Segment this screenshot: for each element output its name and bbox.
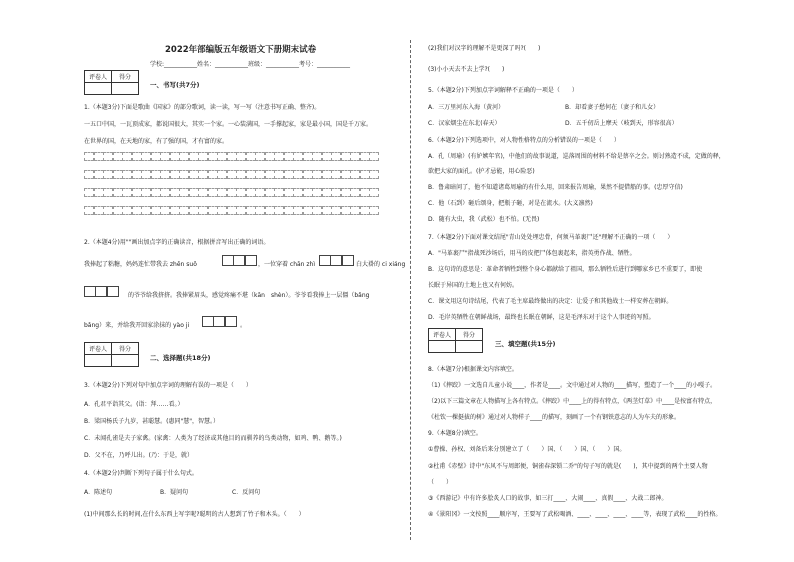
question-text: 1.（本题3分)下面是歌曲《国家》的部分歌词，读一读，写一写（注意书写正确、整齐)。: [84, 104, 321, 111]
option-text: B．却看妻子愁何在（妻子和儿女）: [565, 104, 660, 111]
question-text: 我捧起了粘糖，妈妈连忙带我去 zhēn suō: [84, 261, 197, 268]
question-text: 的爷爷给我挤挤。我捧紧眉头，感觉疼痛不堪（kān shèn）。爷爷看我捧上一层僵（bǎng: [128, 292, 370, 299]
writing-grid-row[interactable]: [84, 206, 379, 215]
question-text: (1)中间那么长的时间,在什么东西上写字呢?聪明的古人想到了竹子和木头。（ ）: [84, 511, 305, 518]
option-text: B．鲁肃暗问了，他不知道诸葛周瑜的有什么用，回来报告周瑜，果然不提借船的事。(忠厚守信): [428, 184, 683, 191]
question-text: 4.（本题2分)判断下列句子属于什么句式。: [84, 470, 198, 477]
question-text: (2)我们对汉字的理解不是更深了吗?( ): [428, 45, 541, 52]
question-text: 8.（本题7分)根据课文内容填空。: [428, 366, 518, 373]
option-text: A．"马革裹尸"指战死沙场后，用马的皮把尸体包裹起来，指英勇作战、牺牲。: [428, 250, 636, 257]
question-text: 。: [240, 322, 247, 329]
option-text: B．梁国杨氏子九岁，甚聪慧。(惠同"慧"，智慧。）: [84, 418, 219, 425]
question-text: 3.（本题2分)下列对句中加点字词的理解有误的一项是（ ）: [84, 382, 252, 389]
option-text: C．反问句: [232, 489, 261, 496]
score-label: 评卷人: [429, 329, 456, 341]
score-cell[interactable]: [456, 341, 483, 353]
option-text: C．汉家烟尘在东北(春天）: [428, 120, 501, 127]
question-text: ，一位穿着 chān zhì: [258, 261, 316, 268]
option-text: C．课文用这句诗结尾，代表了毛主席最终做出的决定：让爱子和其他战士一样安葬在朝鲜。: [428, 298, 673, 305]
writing-grid-row[interactable]: [84, 152, 379, 161]
score-cell[interactable]: [112, 355, 139, 367]
option-text: B．这句诗的意思是：革命者牺牲到整个身心都献给了祖国，那么牺牲后进行到哪家乡已不重要了，即使: [428, 266, 703, 273]
section-heading: 二、选择题(共18分): [150, 354, 211, 362]
pinyin-box[interactable]: [319, 255, 353, 266]
question-text: ④《景阳冈》一文按照____顺序写，王要写了武松喝酒、____、____、____、____等，表现了武松____的性格。: [428, 511, 722, 518]
score-box-2: [84, 342, 139, 367]
score-box-3: [428, 328, 483, 353]
section-heading: 三、填空题(共15分): [495, 340, 556, 348]
question-text: （ ）: [428, 479, 453, 486]
score-label: 得分: [112, 71, 139, 83]
option-text: 欲把大家的面孔。(护才忌能，用心险恶): [428, 168, 535, 175]
writing-grid-row[interactable]: [84, 188, 379, 197]
pinyin-box[interactable]: [202, 316, 236, 327]
question-text: 白大褂的 ci xiáng: [356, 261, 406, 268]
option-text: C．他（石到）砸后颂身，把瓶子砸，对是在流水。(大义凛然): [428, 200, 593, 207]
option-text: C．未闻孔雀是夫子家禽。(家禽：人类为了经济或其他目的而驯养的鸟类动物，如鸡、鸭、鹅等。): [84, 435, 342, 442]
question-text: (3)小小天去不去上学?( ): [428, 66, 505, 73]
option-text: D．五千仞岳上摩天（岐到天，形容很高）: [565, 120, 678, 127]
option-text: A．孔（周瑜）(有妒嫉年官)，中他们的故事说道，巡落周围的材料不给是蔡卒之会。则讨熟造不成，定做的释，: [428, 153, 725, 160]
question-text: ②杜甫《赤壁》诗中"东风不与周郎便，铜雀春深锁二乔"的句子写的就是( )，其中提到的两个主要人物: [428, 463, 708, 470]
score-label: 得分: [112, 343, 139, 355]
option-text: D．毛岸英牺牲在朝鲜战场，最终也长眠在朝鲜，这是毛泽东对于这个人事迹的写照。: [428, 314, 655, 321]
question-text: （1)《摔跤》一文选自儿童小说____，作者是____。文中通过对人物的____描写，塑造了一个____的小嘎子。: [428, 382, 717, 389]
score-cell[interactable]: [112, 83, 139, 95]
question-text: 5.（本题2分)下列加点字词解释不正确的一项是（ ）: [428, 87, 578, 94]
question-text: 2.（本题4分)用""画出加点字的正确读音，根据拼音写出正确的词语。: [84, 239, 270, 246]
column-divider: [410, 40, 411, 540]
option-text: 长眠于异国的土地上也又有何妨。: [428, 282, 519, 289]
student-info: 学校:___________姓名：___________班级：___________考号：___________: [150, 61, 351, 68]
score-label: 评卷人: [85, 71, 112, 83]
option-text: A．陈述句: [84, 489, 113, 496]
score-label: 得分: [456, 329, 483, 341]
option-text: A．三万里河东入海（黄河）: [428, 104, 505, 111]
section-heading: 一、书写(共7分): [150, 81, 200, 89]
writing-grid-row[interactable]: [84, 170, 379, 179]
pinyin-box[interactable]: [84, 286, 118, 297]
option-text: D．父不在，乃呼儿出。(乃：于是，就）: [84, 452, 193, 459]
pinyin-box[interactable]: [222, 255, 256, 266]
question-text: 在世界的国，在天地的家，有了强的国，才有富的家。: [84, 138, 229, 145]
question-text: 9.（本题8分)填空。: [428, 430, 482, 437]
score-cell[interactable]: [429, 341, 456, 353]
question-text: （2)以下三篇文章在人物描写上各有特点。《摔跤》中____上的得有特点，《两茎灯草》中____是按富有特点，: [428, 398, 717, 405]
question-text: ③《西游记》中有许多脍炙人口的故事，如三打____、大闹____、真假____、大战二郎神。: [428, 495, 668, 502]
option-text: D．随有大虫，我（武松）也不怕。(无畏): [428, 216, 540, 223]
question-text: ①曹操、孙权、刘备后来分别建立了（ ）国、（ ）国、（ ）国。: [428, 446, 626, 453]
question-text: bǎng）来，并给我开回家涂抹的 yào ji: [84, 322, 190, 329]
option-text: B．疑问句: [160, 489, 189, 496]
option-text: A．孔君平诣其父。(诣：拜……看。）: [84, 401, 184, 408]
question-text: 7.（本题2分)下面对课文结尾"青山处处埋忠骨，何须马革裹尸还"理解不正确的一项（ ）: [428, 234, 674, 241]
question-text: 一五口中国，一瓦顶成家，都说国很大，其实一个家。一心装满国，一手撑起家，家是最小国，国是千万家。: [84, 121, 373, 128]
question-text: 《杜钦一棵挺拔的树》通过对人物样子____的描写，刻画了一个有钢铁意志的人为车夫的形象。: [428, 414, 681, 421]
score-label: 评卷人: [85, 343, 112, 355]
score-box-1: [84, 70, 139, 95]
question-text: 6.（本题2分)下列选项中，对人物性格特点的分析错误的一项是（ ）: [428, 137, 620, 144]
page-title: 2022年部编版五年级语文下册期末试卷: [165, 45, 317, 55]
score-cell[interactable]: [85, 355, 112, 367]
score-cell[interactable]: [85, 83, 112, 95]
